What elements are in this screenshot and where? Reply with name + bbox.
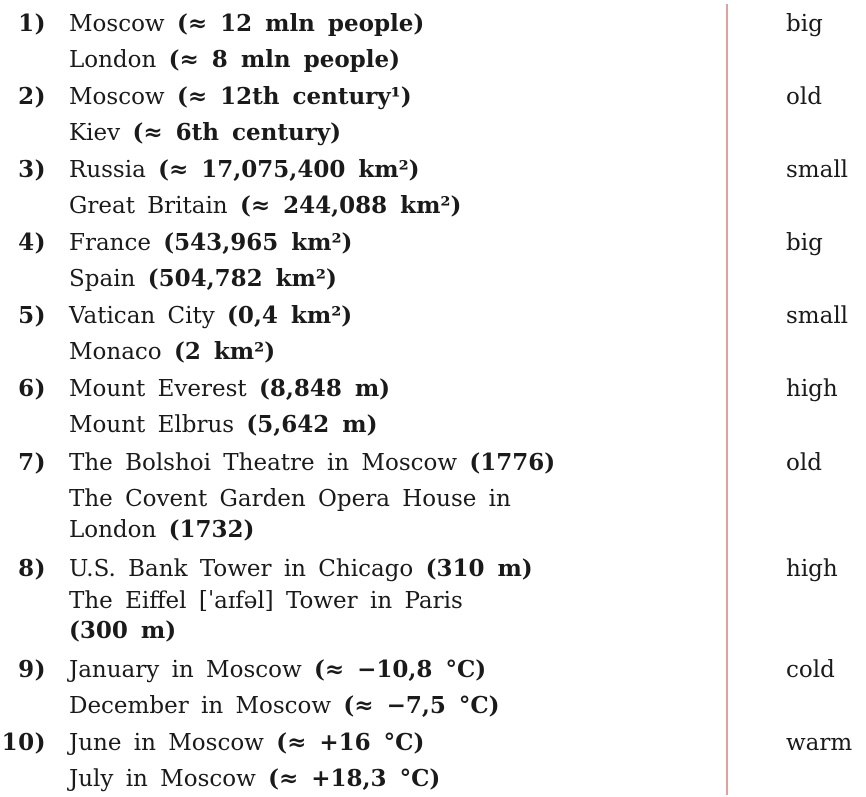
item-adjective: big bbox=[786, 11, 823, 37]
line-detail: (2 km²) bbox=[173, 338, 276, 365]
item-line bbox=[69, 371, 709, 407]
item-lines bbox=[69, 725, 709, 797]
line-name: July in Moscow bbox=[69, 766, 256, 792]
line-name: Spain bbox=[69, 266, 136, 292]
item-lines bbox=[69, 6, 709, 78]
line-name: Russia bbox=[69, 157, 146, 183]
item-line bbox=[69, 551, 709, 587]
line-detail: (≈ −7,5 °C) bbox=[343, 692, 500, 719]
line-detail: (8,848 m) bbox=[258, 375, 391, 402]
item-adjective: small bbox=[786, 157, 849, 183]
item-line bbox=[69, 6, 709, 42]
item-line bbox=[69, 188, 709, 224]
item-lines bbox=[69, 225, 709, 297]
item-lines bbox=[69, 298, 709, 370]
item-adjective: warm bbox=[786, 730, 853, 756]
line-name: The Bolshoi Theatre in Moscow bbox=[69, 450, 458, 476]
line-name: The Eiffel [ˈaɪfəl] Tower in Paris bbox=[69, 588, 463, 614]
item-line bbox=[69, 407, 709, 443]
item-line bbox=[69, 688, 709, 724]
line-detail: (504,782 km²) bbox=[147, 265, 337, 292]
item-adjective: cold bbox=[786, 657, 835, 683]
item-number: 3) bbox=[18, 156, 46, 183]
item-adjective: old bbox=[786, 450, 822, 476]
line-detail: (≈ 17,075,400 km²) bbox=[158, 156, 420, 183]
item-number: 9) bbox=[18, 656, 46, 683]
item-lines bbox=[69, 152, 709, 224]
item-line bbox=[69, 42, 709, 78]
line-name: June in Moscow bbox=[69, 730, 264, 756]
item-line bbox=[69, 652, 709, 688]
line-detail: (≈ +18,3 °C) bbox=[268, 765, 441, 792]
item-number: 8) bbox=[18, 555, 46, 582]
line-name: Monaco bbox=[69, 339, 162, 365]
item-adjective: big bbox=[786, 230, 823, 256]
item-line bbox=[69, 761, 709, 797]
item-line bbox=[69, 512, 709, 548]
item-number: 2) bbox=[18, 83, 46, 110]
line-name: January in Moscow bbox=[69, 657, 302, 683]
column-divider bbox=[726, 4, 728, 795]
item-lines bbox=[69, 79, 709, 151]
line-name: December in Moscow bbox=[69, 693, 332, 719]
line-detail: (≈ 12 mln people) bbox=[176, 10, 425, 37]
item-lines bbox=[69, 551, 709, 649]
item-line bbox=[69, 225, 709, 261]
line-name: Great Britain bbox=[69, 193, 228, 219]
item-number: 10) bbox=[1, 729, 46, 756]
line-detail: (1776) bbox=[469, 449, 556, 476]
item-line bbox=[69, 334, 709, 370]
line-detail: (5,642 m) bbox=[246, 411, 378, 438]
item-line bbox=[69, 298, 709, 334]
line-detail: (310 m) bbox=[425, 555, 533, 582]
line-detail: (300 m) bbox=[69, 617, 177, 644]
item-number: 1) bbox=[18, 10, 46, 37]
line-name: London bbox=[69, 47, 157, 73]
line-detail: (0,4 km²) bbox=[227, 302, 353, 329]
line-name: France bbox=[69, 230, 151, 256]
item-lines bbox=[69, 445, 709, 548]
line-name: Mount Everest bbox=[69, 376, 247, 402]
line-name: U.S. Bank Tower in Chicago bbox=[69, 556, 414, 582]
item-line bbox=[69, 261, 709, 297]
line-detail: (≈ +16 °C) bbox=[276, 729, 425, 756]
line-detail: (1732) bbox=[168, 516, 255, 543]
item-line bbox=[69, 152, 709, 188]
line-name: Moscow bbox=[69, 11, 165, 37]
line-detail: (≈ 8 mln people) bbox=[168, 46, 401, 73]
line-detail: (≈ 12th century¹) bbox=[176, 83, 412, 110]
line-name: Kiev bbox=[69, 120, 121, 146]
item-line bbox=[69, 79, 709, 115]
item-line bbox=[69, 115, 709, 151]
item-line bbox=[69, 725, 709, 761]
item-number: 7) bbox=[18, 449, 46, 476]
line-name: The Covent Garden Opera House in bbox=[69, 486, 511, 512]
item-line bbox=[69, 445, 709, 481]
item-number: 6) bbox=[18, 375, 46, 402]
item-adjective: small bbox=[786, 303, 849, 329]
line-detail: (≈ −10,8 °C) bbox=[313, 656, 487, 683]
line-detail: (≈ 6th century) bbox=[132, 119, 342, 146]
item-adjective: old bbox=[786, 84, 822, 110]
item-number: 5) bbox=[18, 302, 46, 329]
item-lines bbox=[69, 371, 709, 443]
item-adjective: high bbox=[786, 556, 838, 582]
line-name: Mount Elbrus bbox=[69, 412, 235, 438]
line-name: London bbox=[69, 517, 157, 543]
item-adjective: high bbox=[786, 376, 838, 402]
item-number: 4) bbox=[18, 229, 46, 256]
line-name: Moscow bbox=[69, 84, 165, 110]
line-detail: (≈ 244,088 km²) bbox=[239, 192, 462, 219]
line-name: Vatican City bbox=[69, 303, 215, 329]
line-detail: (543,965 km²) bbox=[163, 229, 353, 256]
item-lines bbox=[69, 652, 709, 724]
